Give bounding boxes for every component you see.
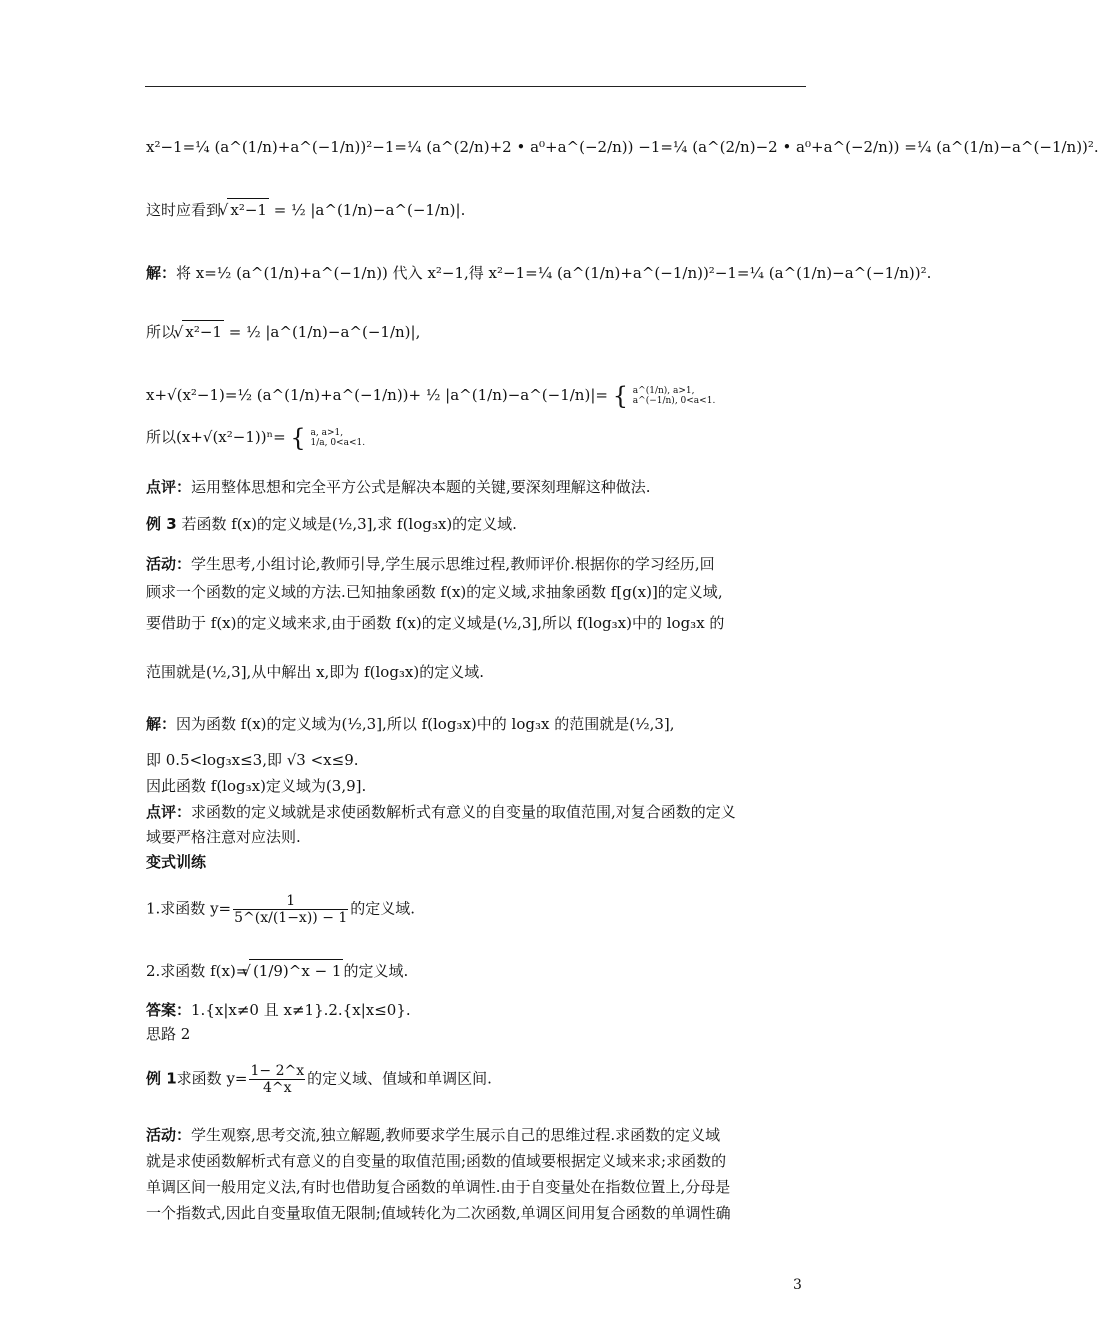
comment-line-2: 点评：求函数的定义域就是求使函数解析式有意义的自变量的取值范围,对复合函数的定义 xyxy=(146,803,736,821)
comment-label: 点评： xyxy=(146,478,192,496)
comment-label-2: 点评： xyxy=(146,803,192,821)
comment-line-1: 点评：运用整体思想和完全平方公式是解决本题的关键,要深刻理解这种做法. xyxy=(146,478,651,496)
therefore-rest: = ½ |a^(1/n)−a^(−1/n)|, xyxy=(228,323,421,341)
page-number: 3 xyxy=(793,1277,802,1293)
brace-icon: { xyxy=(612,382,629,410)
activity-line-5: 活动：学生观察,思考交流,独立解题,教师要求学生展示自己的思维过程.求函数的定义域 xyxy=(146,1126,721,1144)
exercise-2: 2.求函数 f(x)=√ (1/9)^x − 1 的定义域. xyxy=(146,959,806,982)
approach-heading: 思路 2 xyxy=(146,1025,191,1043)
activity-line-1: 活动：学生思考,小组讨论,教师引导,学生展示思维过程,教师评价.根据你的学习经历,回 xyxy=(146,555,715,573)
brace-icon-2: { xyxy=(290,424,306,452)
sqrt-expression-2: √ x²−1 xyxy=(182,320,224,343)
solution-label: 解： xyxy=(146,264,177,282)
exercise-1: 1.求函数 y= $\frac{1}{5\^{}(x/(1-x)) - 1}$ 的定义域. xyxy=(146,893,416,926)
section-heading: 变式训练 xyxy=(146,853,207,871)
equation-line-1: x²−1=¼ (a^(1/n)+a^(−1/n))²−1=¼ (a^(2/n)+2 • a⁰+a^(−2/n)) −1=¼ (a^(2/n)−2 • a⁰+a^(−2/n)) =¼ (a^(1/n)−a^(−1/n))². xyxy=(146,138,1099,156)
example-label: 例 3 xyxy=(146,515,177,533)
piecewise-line-2 xyxy=(146,424,806,452)
solution-label-2: 解： xyxy=(146,715,177,733)
example-1-line: 例 1求函数 y= $\frac{1- 2\^{}x}{4\^{}x}$ 的定义域、值域和单调区间. xyxy=(146,1063,492,1096)
activity-line-8: 一个指数式,因此自变量取值无限制;值域转化为二次函数,单调区间用复合函数的单调性确 xyxy=(146,1204,731,1222)
solution-line-4: 因此函数 f(log₃x)定义域为(3,9]. xyxy=(146,777,367,795)
piecewise-text: x+√(x²−1)=½ (a^(1/n)+a^(−1/n))+ ½ |a^(1/n)−a^(−1/n)|= xyxy=(146,386,608,404)
observation-rest: = ½ |a^(1/n)−a^(−1/n)|. xyxy=(273,201,466,219)
exercise-1-fraction: $\frac{1}{5\^{}(x/(1-x)) - 1}$ xyxy=(234,893,348,926)
solution-line-1 xyxy=(146,262,932,284)
observation-line xyxy=(146,198,806,221)
piecewise-cases-2: a, a>1, 1/a, 0<a<1. xyxy=(310,428,366,448)
sqrt-expression: √ x²−1 xyxy=(227,198,269,221)
answer-line: 答案：1.{x|x≠0 且 x≠1}.2.{x|x≤0}. xyxy=(146,1001,411,1019)
example-3-line: 例 3 若函数 f(x)的定义域是(½,3],求 f(log₃x)的定义域. xyxy=(146,515,517,533)
exercise-2-radical: √ (1/9)^x − 1 xyxy=(249,959,343,982)
activity-label: 活动： xyxy=(146,555,192,573)
solution-line-3: 即 0.5<log₃x≤3,即 √3 <x≤9. xyxy=(146,751,359,769)
answer-label: 答案： xyxy=(146,1001,192,1019)
therefore-line-1 xyxy=(146,320,806,343)
header-rule xyxy=(145,86,806,87)
comment-line-3: 域要严格注意对应法则. xyxy=(146,828,301,846)
example-label-2: 例 1 xyxy=(146,1069,177,1088)
observation-prefix: 这时应看到 xyxy=(146,201,222,219)
activity-line-4: 范围就是(½,3],从中解出 x,即为 f(log₃x)的定义域. xyxy=(146,663,485,681)
example-1-fraction: $\frac{1- 2\^{}x}{4\^{}x}$ xyxy=(250,1063,305,1096)
activity-line-7: 单调区间一般用定义法,有时也借助复合函数的单调性.由于自变量处在指数位置上,分母是 xyxy=(146,1178,731,1196)
activity-label-2: 活动： xyxy=(146,1126,192,1144)
activity-line-6: 就是求使函数解析式有意义的自变量的取值范围;函数的值域要根据定义域来求;求函数的 xyxy=(146,1152,727,1170)
activity-line-2: 顾求一个函数的定义域的方法.已知抽象函数 f(x)的定义域,求抽象函数 f[g(x)]的定义域, xyxy=(146,583,723,601)
solution-line-2: 解：因为函数 f(x)的定义域为(½,3],所以 f(log₃x)中的 log₃x 的范围就是(½,3], xyxy=(146,715,675,733)
piecewise-line-1 xyxy=(146,382,806,410)
piecewise-cases: a^(1/n), a>1, a^(−1/n), 0<a<1. xyxy=(632,386,716,406)
therefore-prefix: 所以 xyxy=(146,323,177,341)
activity-line-3: 要借助于 f(x)的定义域来求,由于函数 f(x)的定义域是(½,3],所以 f(log₃x)中的 log₃x 的 xyxy=(146,614,725,632)
solution-text: 将 x=½ (a^(1/n)+a^(−1/n)) 代入 x²−1,得 x²−1=¼ (a^(1/n)+a^(−1/n))²−1=¼ (a^(1/n)−a^(−1/n))². xyxy=(176,264,932,282)
piecewise-text-2: 所以(x+√(x²−1))ⁿ= xyxy=(146,428,286,446)
